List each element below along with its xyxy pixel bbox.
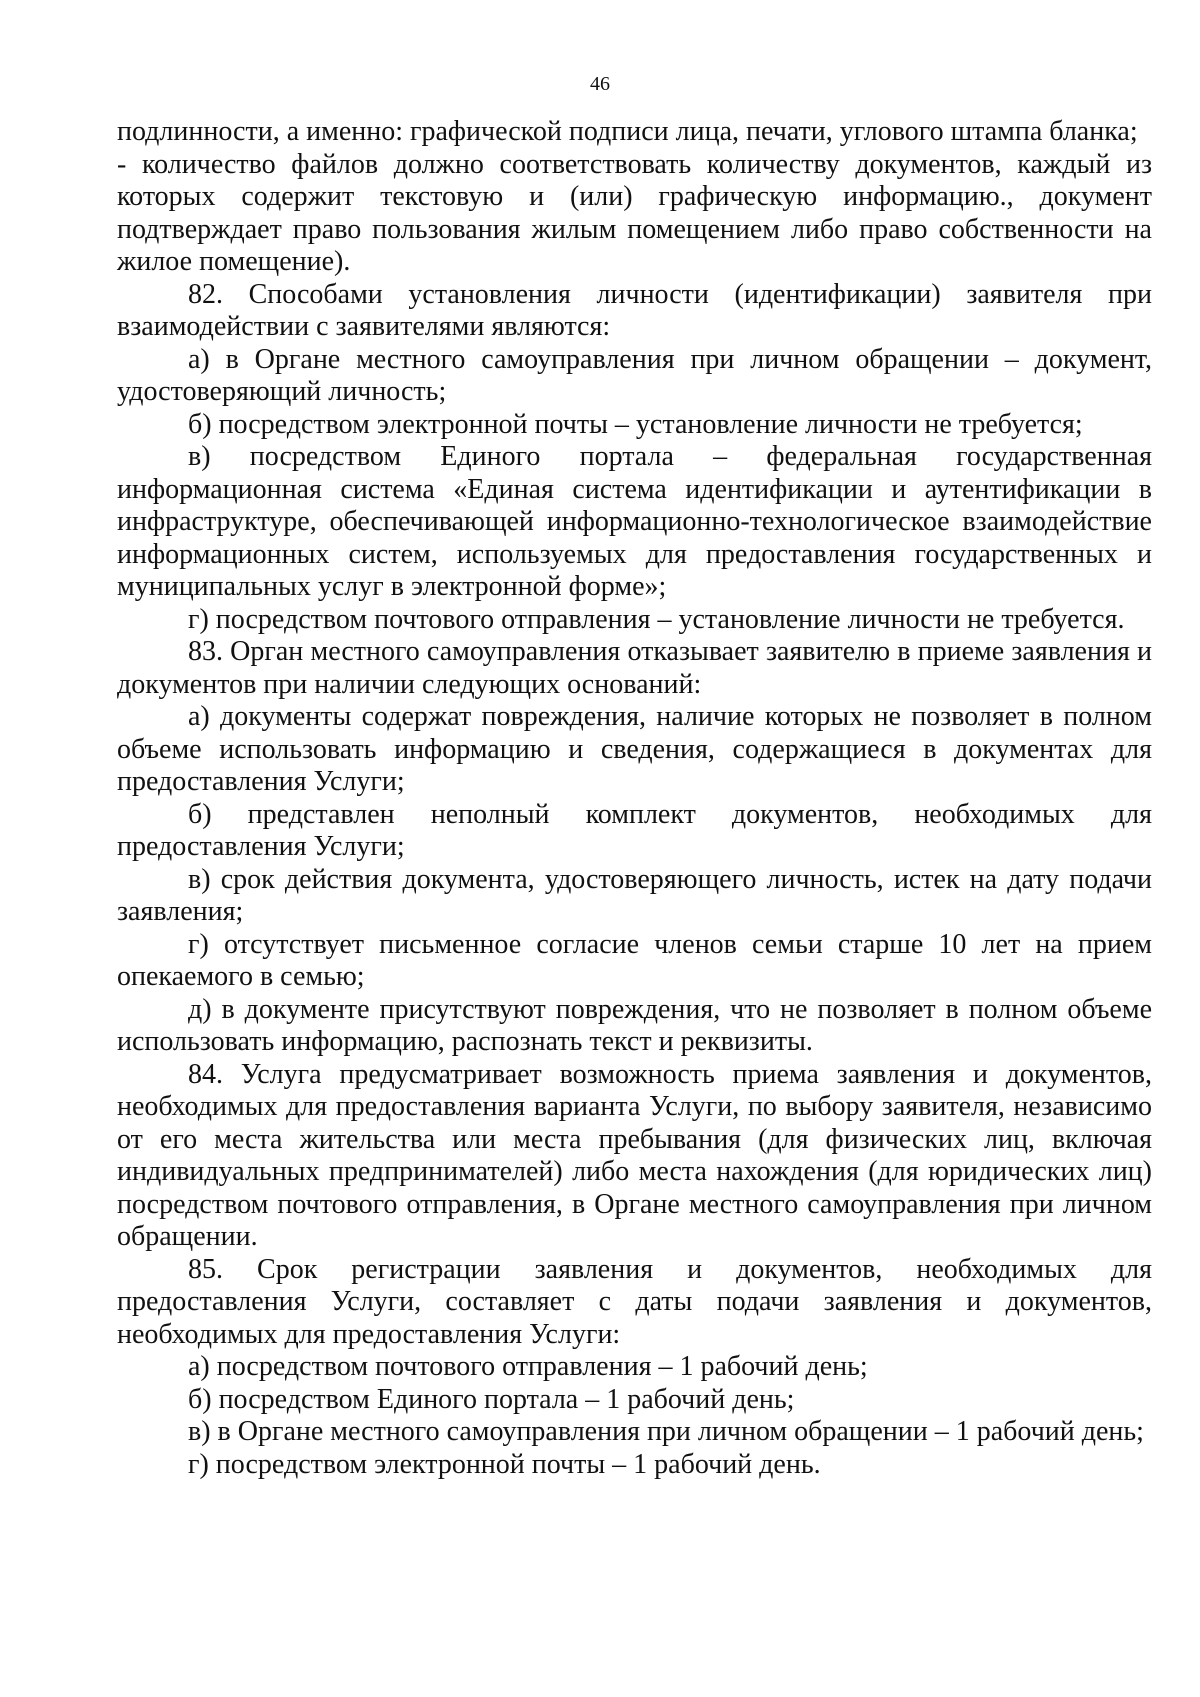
paragraph-83: 83. Орган местного самоуправления отказывает заявителю в приеме заявления и документов при наличии следующих оснований:	[117, 636, 1152, 700]
paragraph-85-v: в) в Органе местного самоуправления при личном обращении – 1 рабочий день;	[188, 1416, 1144, 1447]
paragraph-82: 82. Способами установления личности (идентификации) заявителя при взаимодействии с заявителями являются:	[117, 278, 1152, 342]
paragraph-85-a: а) посредством почтового отправления – 1 рабочий день;	[188, 1351, 868, 1382]
paragraph-continuation: подлинности, а именно: графической подписи лица, печати, углового штампа бланка;	[117, 116, 1138, 147]
paragraph-84: 84. Услуга предусматривает возможность приема заявления и документов, необходимых для предоставления варианта Услуги, по выбору заявителя, независимо от его места жительства или места пребывания (для физических лиц, включая индивидуальных предпринимателей) либо места нахождения (для юридических лиц) посредством почтового отправления, в Органе местного самоуправления при личном обращении.	[117, 1058, 1152, 1252]
paragraph-83-b: б) представлен неполный комплект документов, необходимых для предоставления Услуги;	[117, 798, 1152, 862]
paragraph-83-a: а) документы содержат повреждения, наличие которых не позволяет в полном объеме использовать информацию и сведения, содержащиеся в документах для предоставления Услуги;	[117, 701, 1152, 797]
paragraph-82-v: в) посредством Единого портала – федеральная государственная информационная система «Единая система идентификации и аутентификации в инфраструктуре, обеспечивающей информационно-технологическое взаимодействие информационных систем, используемых для предоставления государственных и муниципальных услуг в электронной форме»;	[117, 441, 1152, 602]
paragraph-85-b: б) посредством Единого портала – 1 рабочий день;	[188, 1383, 795, 1415]
page-number: 46	[590, 73, 610, 95]
paragraph-82-g: г) посредством почтового отправления – установление личности не требуется.	[188, 603, 1125, 635]
paragraph-82-a: а) в Органе местного самоуправления при личном обращении – документ, удостоверяющий личность;	[117, 343, 1152, 407]
document-body	[117, 116, 1152, 1481]
paragraph-82-b: б) посредством электронной почты – установление личности не требуется;	[188, 408, 1083, 440]
paragraph-85: 85. Срок регистрации заявления и документов, необходимых для предоставления Услуги, составляет с даты подачи заявления и документов, необходимых для предоставления Услуги:	[117, 1253, 1152, 1350]
paragraph-85-g: г) посредством электронной почты – 1 рабочий день.	[188, 1448, 821, 1480]
paragraph-83-d: д) в документе присутствуют повреждения, что не позволяет в полном объеме использовать информацию, распознать текст и реквизиты.	[117, 993, 1152, 1057]
paragraph-file-count: - количество файлов должно соответствовать количеству документов, каждый из которых содержит текстовую и (или) графическую информацию., документ подтверждает право пользования жилым помещением либо право собственности на жилое помещение).	[117, 148, 1152, 277]
paragraph-83-v: в) срок действия документа, удостоверяющего личность, истек на дату подачи заявления;	[117, 863, 1152, 927]
paragraph-83-g: г) отсутствует письменное согласие членов семьи старше 10 лет на прием опекаемого в семью;	[117, 928, 1152, 992]
